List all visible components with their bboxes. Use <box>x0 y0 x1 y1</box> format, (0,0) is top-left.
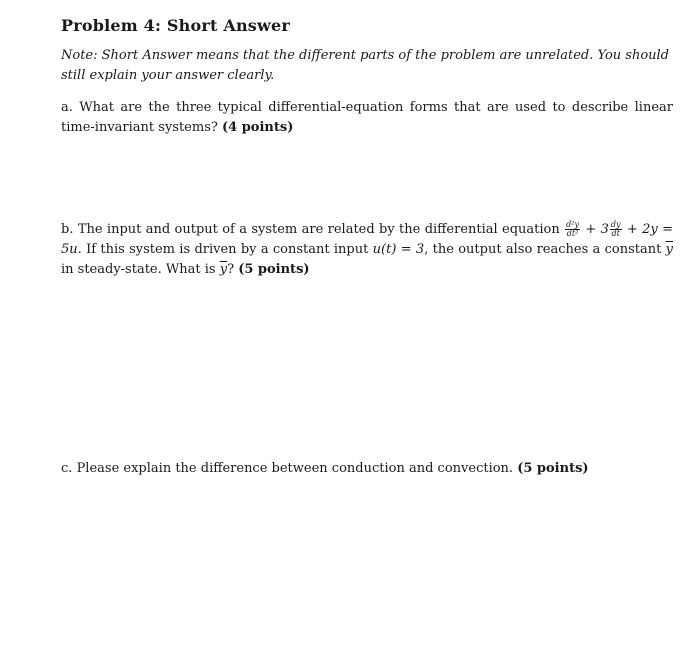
question-b-points: (5 points) <box>238 262 310 277</box>
second-derivative-fraction <box>565 221 580 238</box>
note-text: Short Answer means that the different parts of the problem are unrelated. You should still explain your answer clearly. <box>61 48 670 83</box>
question-b-prefix: b. <box>61 222 74 237</box>
question-c-points: (5 points) <box>517 461 589 476</box>
fraction-denominator: dt <box>611 229 620 238</box>
note-paragraph <box>61 46 669 86</box>
question-b-text-4: in steady-state. What is <box>61 262 216 277</box>
first-derivative-fraction <box>610 221 622 238</box>
fraction-denominator: dt² <box>566 229 579 238</box>
input-expression: u(t) = 3 <box>372 242 425 257</box>
y-bar-question-symbol: $\overline{y}$ <box>219 262 228 277</box>
question-a <box>61 98 673 138</box>
question-b <box>61 220 673 280</box>
equation-rest: + 2y = 5u. <box>61 222 673 257</box>
problem-title: Problem 4: Short Answer <box>61 16 290 35</box>
question-c-text: Please explain the difference between conduction and convection. <box>76 461 514 476</box>
question-c <box>61 459 673 479</box>
note-label: Note: <box>61 48 98 63</box>
y-bar-symbol: $\overline{y}$ <box>665 242 673 257</box>
question-a-points: (4 points) <box>222 120 294 135</box>
question-a-prefix: a. <box>61 100 73 115</box>
question-b-text-3: , the output also reaches a constant <box>424 242 662 257</box>
equation-plus-three: + 3 <box>585 222 609 237</box>
question-a-text: What are the three typical differential-equation forms that are used to describe linear time-invariant systems? <box>61 100 673 135</box>
question-b-text-2: If this system is driven by a constant input <box>86 242 369 257</box>
question-b-text-1: The input and output of a system are related by the differential equation <box>77 222 560 237</box>
question-c-prefix: c. <box>61 461 73 476</box>
question-b-text-5: ? <box>227 262 235 277</box>
fraction-numerator: d²y <box>566 220 579 229</box>
fraction-numerator: dy <box>610 220 621 229</box>
